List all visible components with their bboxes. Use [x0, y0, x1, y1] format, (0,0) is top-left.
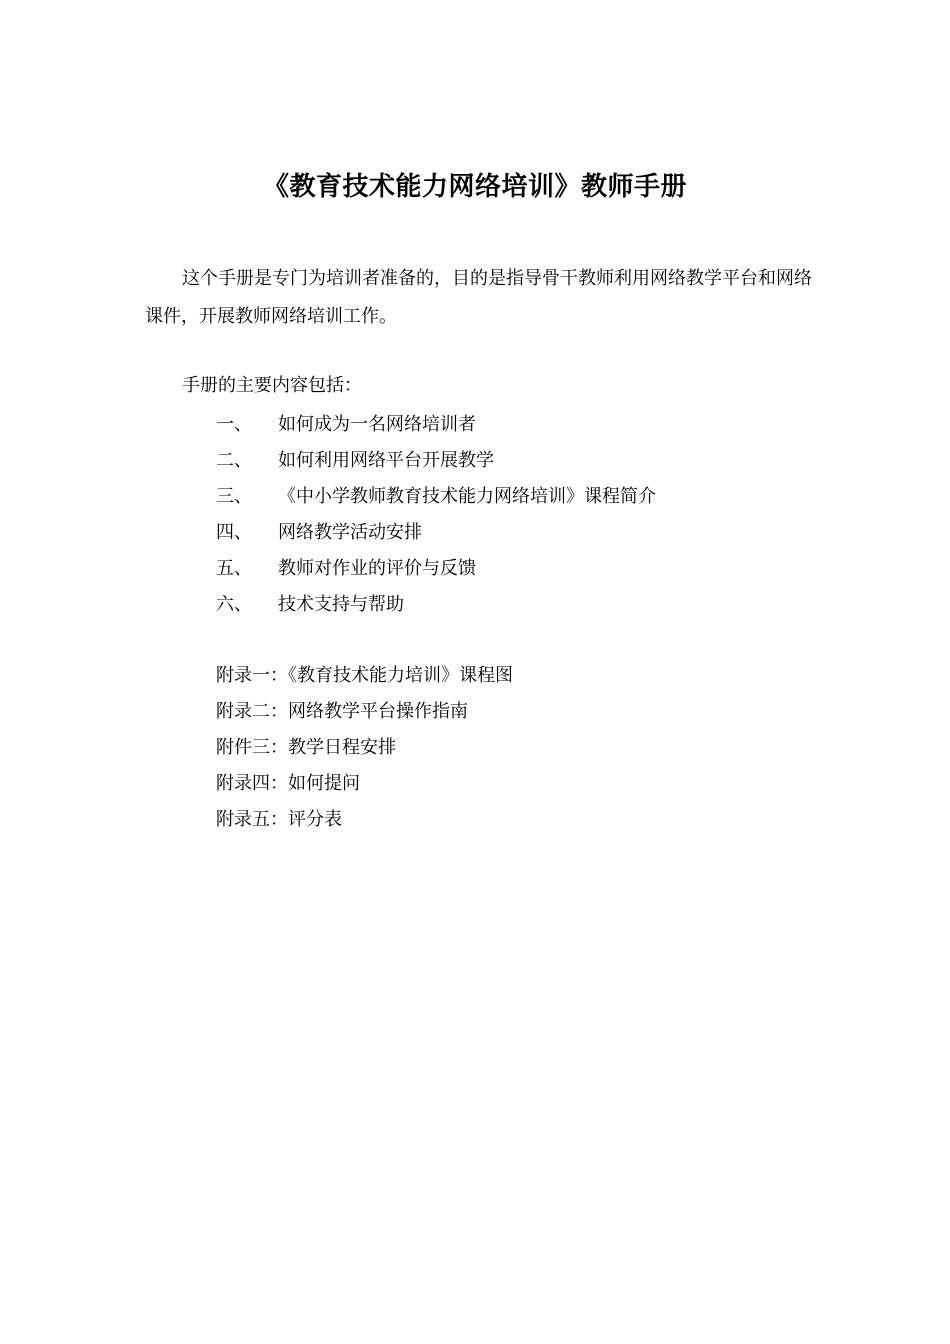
contents-item: [216, 479, 656, 515]
contents-item: [216, 443, 656, 479]
contents-item-number: 六、: [216, 594, 252, 615]
appendix-item: 附录四：如何提问: [216, 773, 360, 794]
intro-paragraph: 这个手册是专门为培训者准备的，目的是指导骨干教师利用网络教学平台和网络课件，开展教师网络培训工作。: [145, 268, 812, 327]
document-title: 《教育技术能力网络培训》教师手册: [262, 172, 687, 203]
contents-item-text: 如何成为一名网络培训者: [278, 414, 476, 435]
contents-item-text: 网络教学活动安排: [278, 522, 422, 543]
appendix-item: 附录一：《教育技术能力培训》课程图: [216, 665, 513, 686]
appendix-item: 附录五：评分表: [216, 809, 342, 830]
appendix-item: 附件三：教学日程安排: [216, 737, 396, 758]
contents-item-number: 四、: [216, 522, 252, 543]
contents-item-number: 三、: [216, 486, 252, 507]
appendix-item: 附录二：网络教学平台操作指南: [216, 701, 468, 722]
contents-item-number: 五、: [216, 558, 252, 579]
contents-item: [216, 551, 656, 587]
contents-item: [216, 407, 656, 443]
contents-item-number: 二、: [216, 450, 252, 471]
appendix-list: [216, 658, 513, 838]
contents-item: [216, 587, 656, 623]
contents-item-text: 如何利用网络平台开展教学: [278, 450, 494, 471]
contents-item: [216, 515, 656, 551]
contents-item-text: 教师对作业的评价与反馈: [278, 558, 476, 579]
contents-heading: 手册的主要内容包括：: [182, 375, 362, 396]
contents-item-text: 《中小学教师教育技术能力网络培训》课程简介: [278, 486, 656, 507]
contents-item-number: 一、: [216, 414, 252, 435]
contents-list: [216, 407, 656, 623]
contents-item-text: 技术支持与帮助: [278, 594, 404, 615]
